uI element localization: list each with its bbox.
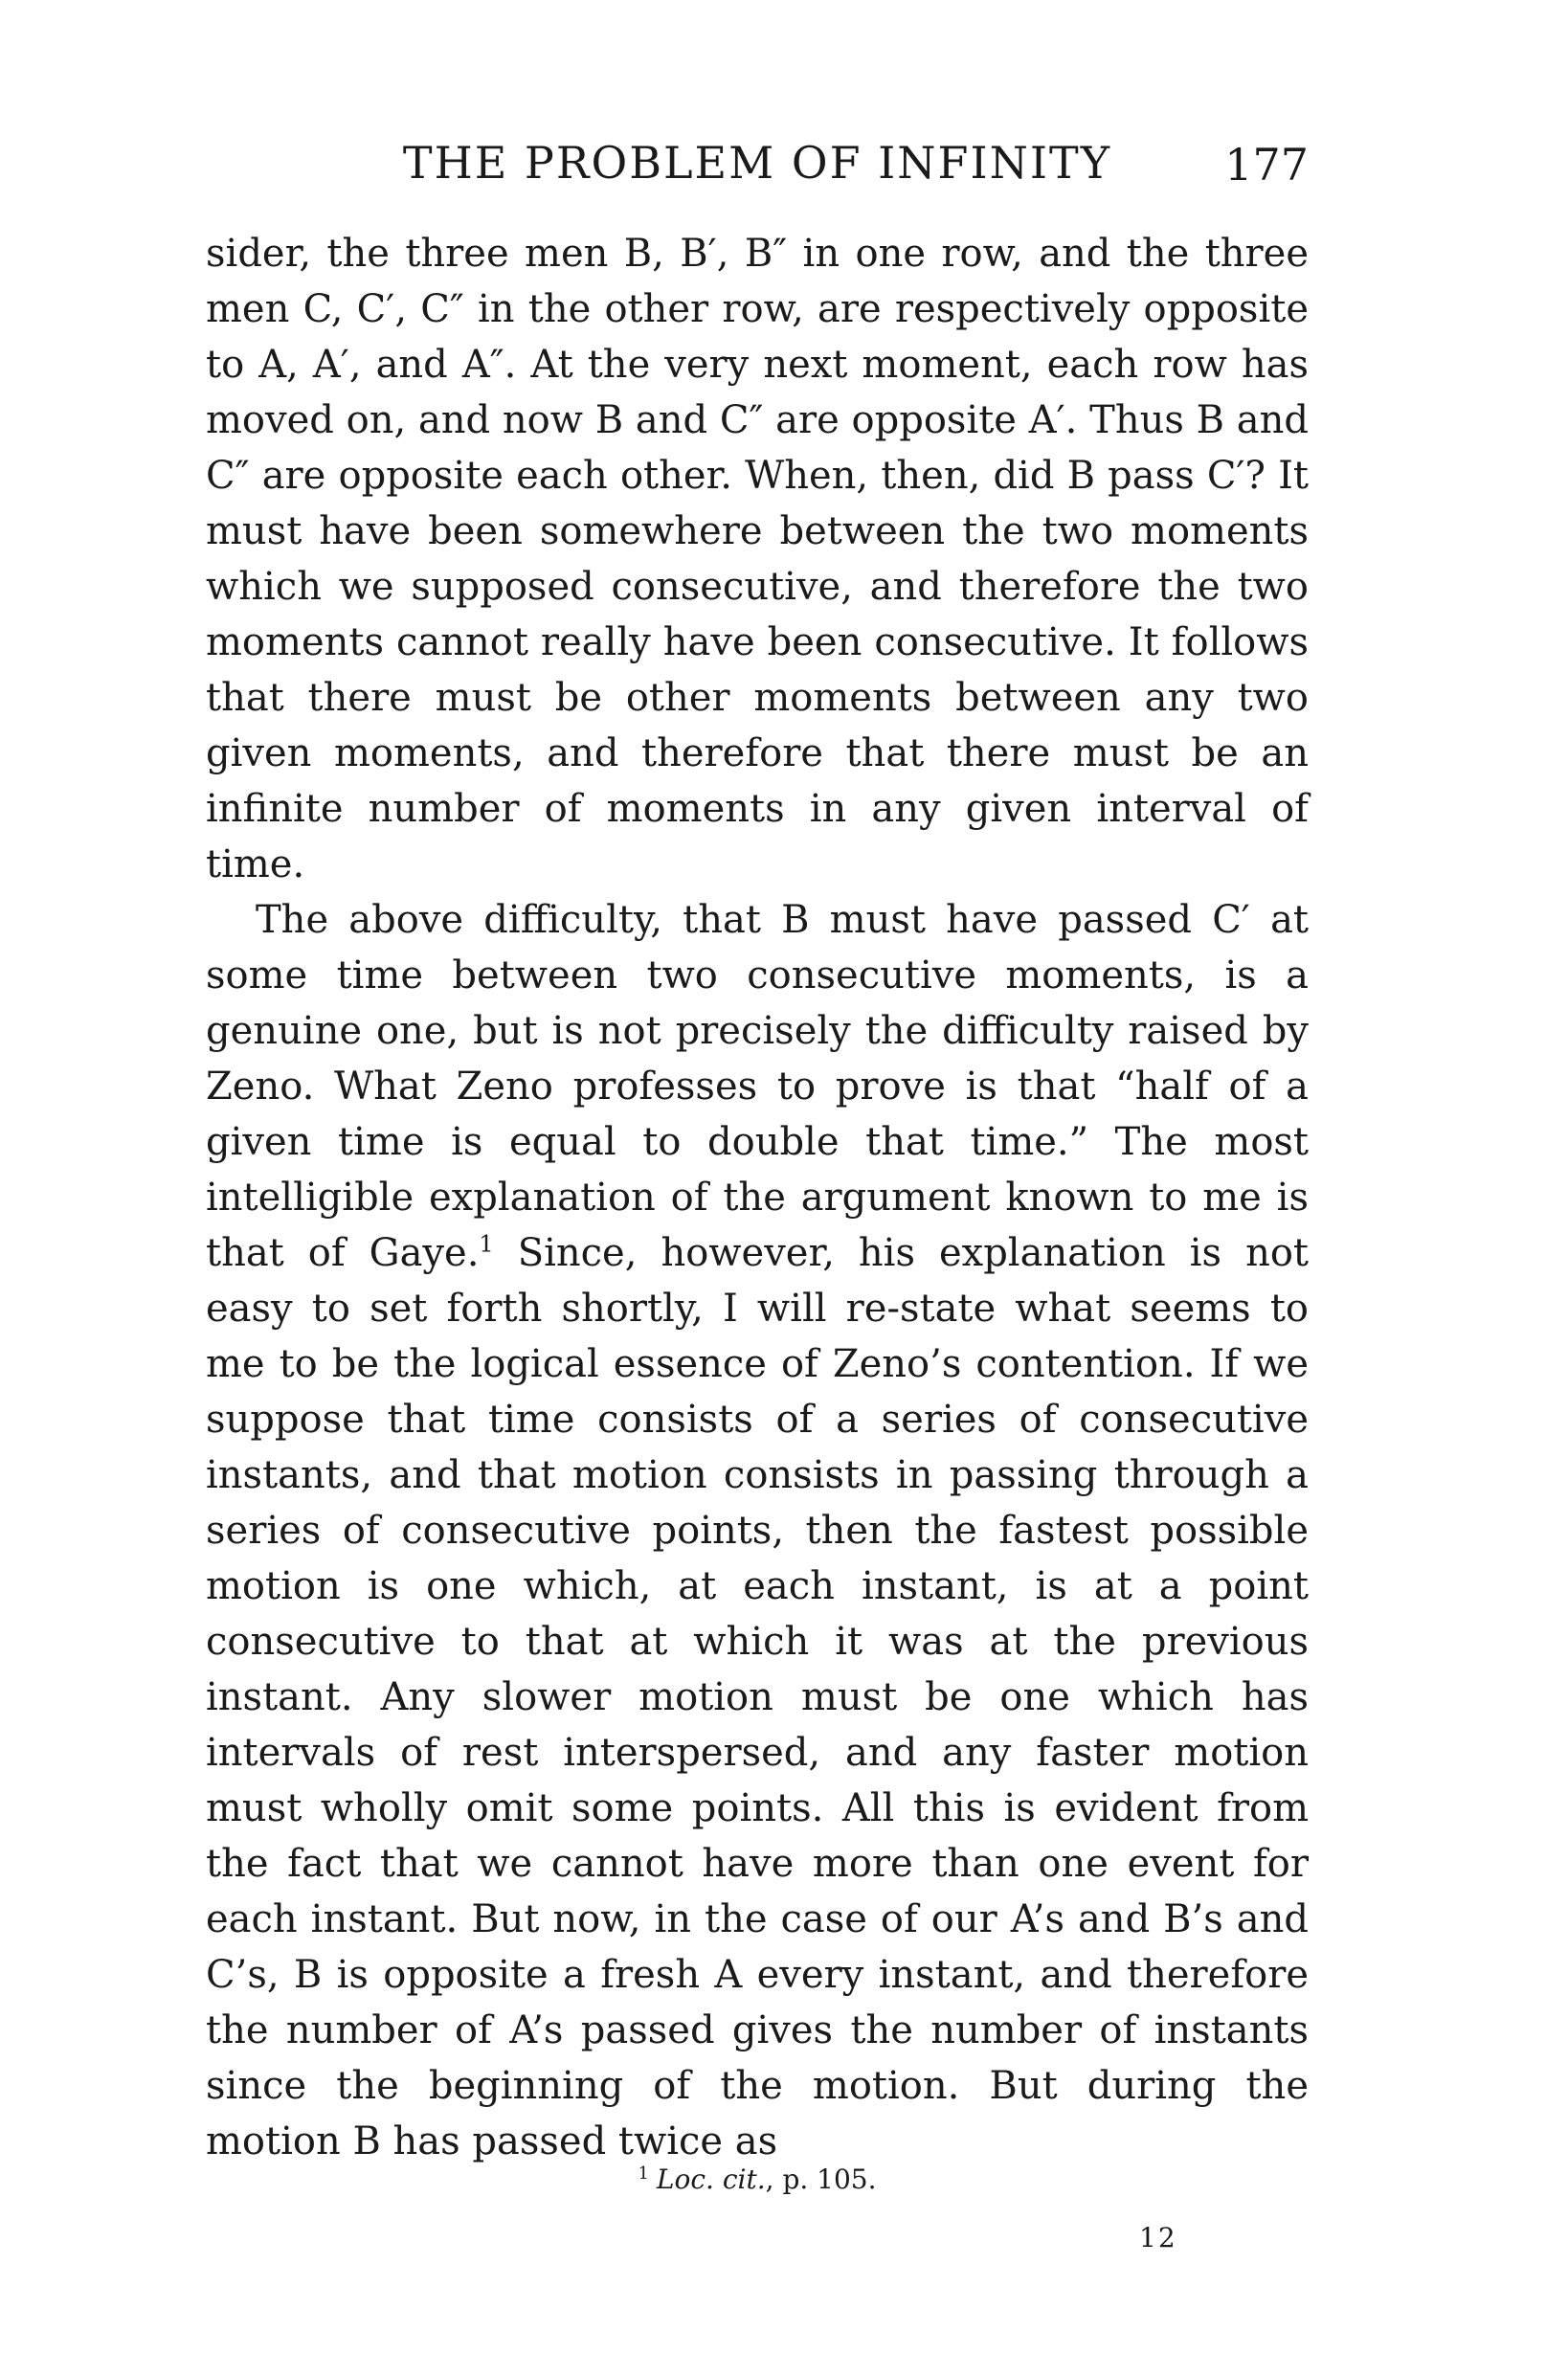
paragraph-2-part-1: The above difficulty, that B must have passed C′ at some time between two consecutive moments, is a genuine one, but is not precisely the difficulty raised by Zeno. What Zeno professes to prove is that “half of a given time is equal to double that time.” The most intelligible explanation of the argument known to me is that of Gaye. (206, 898, 1309, 1275)
paragraph-2-part-2: Since, however, his explanation is not easy to set forth shortly, I will re-state what seems to me to be the logical essence of Zeno’s contention. If we suppose that time consists of a series of consecutive instants, and that motion consists in passing through a series of consecutive points, then the fastest possible motion is one which, at each instant, is at a point consecutive to that at which it was at the previous instant. Any slower motion must be one which has intervals of rest interspersed, and any faster motion must wholly omit some points. All this is evident from the fact that we cannot have more than one event for each instant. But now, in the case of our A’s and B’s and C’s, B is opposite a fresh A every instant, and therefore the number of A’s passed gives the number of instants since the beginning of the motion. But during the motion B has passed twice as (206, 1231, 1309, 2163)
paragraph-1: sider, the three men B, B′, B″ in one row, and the three men C, C′, C″ in the other row, are respectively opposite to A, A′, and A″. At the very next moment, each row has moved on, and now B and C″ are opposite A′. Thus B and C″ are opposite each other. When, then, did B pass C′? It must have been somewhere between the two moments which we supposed consecutive, and therefore the two moments cannot really have been consecutive. It follows that there must be other moments between any two given moments, and therefore that there must be an infinite number of moments in any given interval of time. (206, 232, 1309, 886)
page-number: 177 (1224, 139, 1309, 191)
footnote-page: , p. 105. (765, 2163, 877, 2195)
running-head (206, 132, 1309, 199)
footnote (206, 2161, 1309, 2199)
footnote-mark: 1 (638, 2163, 649, 2184)
footnote-reference: 1 (479, 1230, 494, 1258)
body-text (206, 226, 1309, 2169)
running-title: THE PROBLEM OF INFINITY (402, 137, 1112, 189)
footnote-citation: Loc. cit. (656, 2163, 766, 2195)
signature-mark: 12 (1139, 2222, 1177, 2253)
paragraph-2 (206, 892, 1309, 2169)
